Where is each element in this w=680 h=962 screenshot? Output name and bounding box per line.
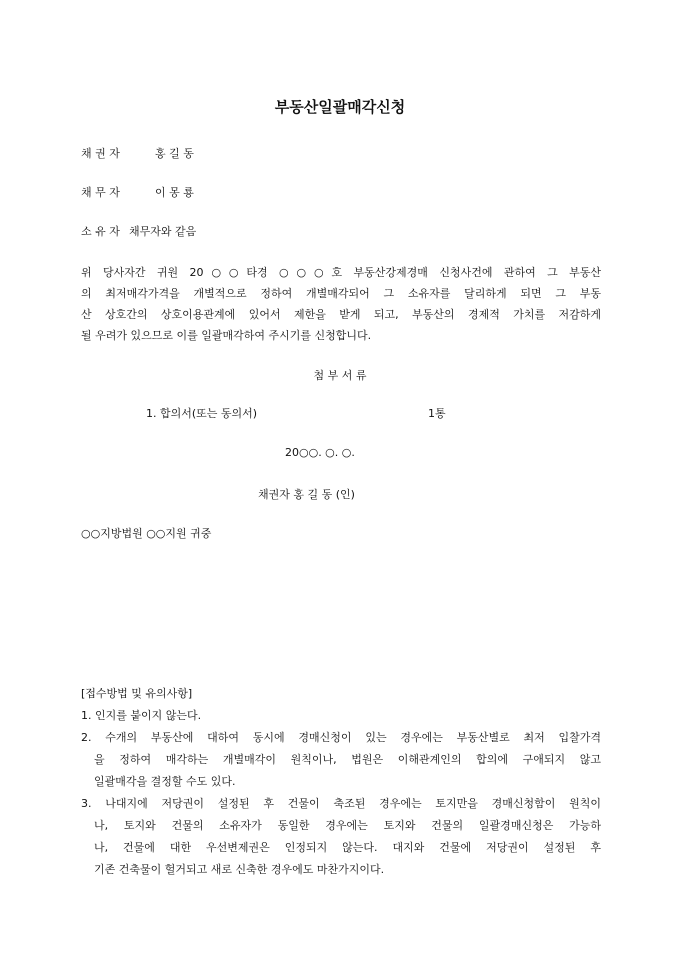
body-line: 될 우려가 있으므로 이를 일괄매각하여 주시기를 신청합니다.	[81, 329, 372, 342]
attachment-item-name: 1. 합의서(또는 동의서)	[146, 407, 258, 420]
note-line: 2. 수개의 부동산에 대하여 동시에 경매신청이 있는 경우에는 부동산별로 최저 입찰가격	[81, 731, 601, 744]
creditor-name: 홍 길 동	[155, 147, 194, 160]
debtor-name: 이 몽 룡	[155, 186, 194, 199]
note-line: 3. 나대지에 저당권이 설정된 후 건물이 축조된 경우에는 토지만을 경매신청함이 원칙이	[81, 797, 601, 810]
note-line: 기존 건축물이 헐거되고 새로 신축한 경우에도 마찬가지이다.	[94, 863, 385, 876]
note-line: 을 정하여 매각하는 개별매각이 원칙이나, 법원은 이해관계인의 합의에 구애되지 않고	[94, 753, 601, 766]
note-line: 나, 건물에 대한 우선변제권은 인정되지 않는다. 대지와 건물에 저당권이 설정된 후	[94, 841, 601, 854]
signature-line: 채권자 홍 길 동 (인)	[258, 488, 355, 501]
document-title: 부동산일괄매각신청	[274, 98, 406, 116]
body-line: 산 상호간의 상호이용관계에 있어서 제한을 받게 되고, 부동산의 경제적 가치를 저감하게	[81, 308, 601, 321]
note-line: 일괄매각을 결정할 수도 있다.	[94, 775, 236, 788]
attachments-heading: 첨 부 서 류	[313, 369, 367, 382]
body-line: 위 당사자간 귀원 20○○타경 ○○○호 부동산강제경매 신청사건에 관하여 그 부동산	[81, 266, 601, 279]
document-date: 20○○. ○. ○.	[285, 446, 355, 459]
notes-heading: [접수방법 및 유의사항]	[81, 687, 193, 700]
attachment-item-count: 1통	[428, 407, 446, 420]
creditor-label: 채 권 자	[81, 147, 120, 160]
debtor-label: 채 무 자	[81, 186, 120, 199]
note-line: 1. 인지를 붙이지 않는다.	[81, 709, 202, 722]
owner-name: 채무자와 같음	[129, 225, 197, 238]
recipient-court: ○○지방법원 ○○지원 귀중	[81, 527, 212, 540]
body-line: 의 최저매각가격을 개별적으로 정하여 개별매각되어 그 소유자를 달리하게 되면 그 부동	[81, 287, 601, 300]
note-line: 나, 토지와 건물의 소유자가 동일한 경우에는 토지와 건물의 일괄경매신청은 가능하	[94, 819, 601, 832]
owner-label: 소 유 자	[81, 225, 120, 238]
